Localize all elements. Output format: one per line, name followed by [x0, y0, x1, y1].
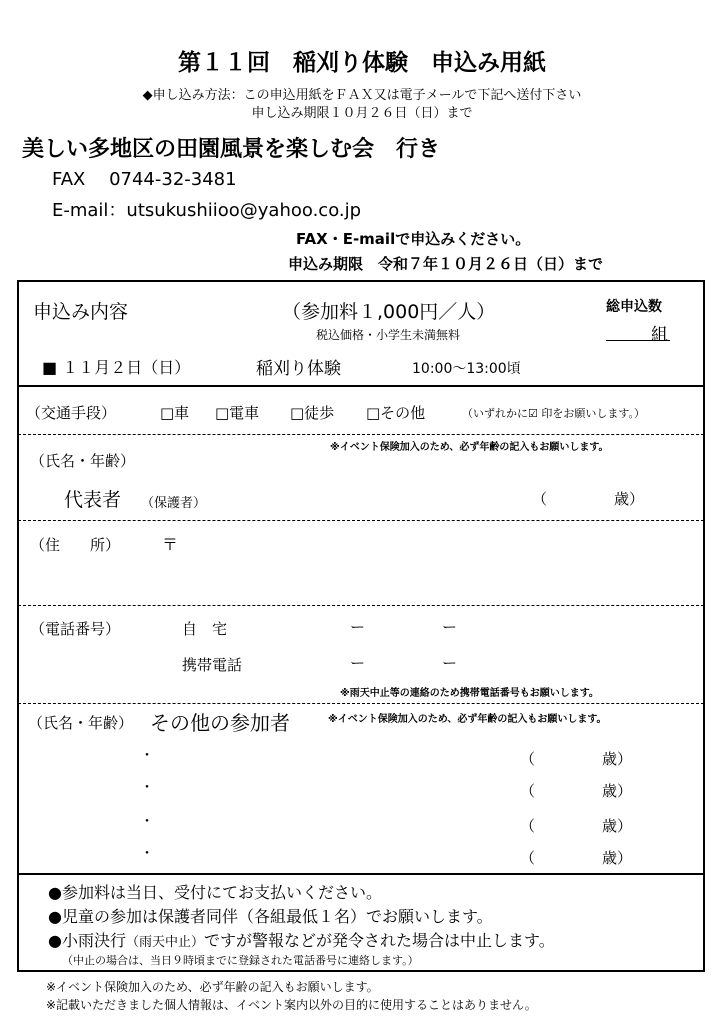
event-time: 10:00～13:00頃: [412, 361, 521, 377]
note-rain-paren: （雨天中止）: [125, 935, 204, 950]
organization-name: 美しい多地区の田園風景を楽しむ会 行き: [22, 137, 441, 162]
divider: [18, 873, 704, 875]
participant-bullet: ・: [140, 814, 154, 830]
participant-age-field[interactable]: [540, 775, 600, 801]
home-phone-dash-1: ー: [350, 618, 366, 636]
transport-label: （交通手段）: [26, 404, 117, 422]
participant-age-field[interactable]: [540, 841, 600, 867]
application-method: ◆申し込み方法：この申込用紙をＦＡＸ又は電子メールで下記へ送付下さい: [142, 88, 582, 103]
age-open: （: [520, 817, 536, 835]
participant-bullet: ・: [140, 780, 154, 796]
address-field[interactable]: [180, 528, 680, 598]
fax-number: FAX 0744-32-3481: [52, 169, 237, 190]
age-close: 歳）: [614, 490, 645, 508]
home-phone-label: 自 宅: [182, 620, 228, 638]
age-open: （: [520, 782, 536, 800]
participant-bullet: ・: [140, 748, 154, 764]
transport-other-checkbox[interactable]: □その他: [366, 404, 426, 422]
deadline-notice: 申込み期限 令和７年１０月２６日（日）まで: [288, 255, 604, 273]
divider: [18, 385, 704, 387]
age-close: 歳）: [602, 750, 633, 768]
mobile-phone-dash-1: ー: [350, 654, 366, 672]
representative-label: 代表者: [64, 489, 122, 511]
others-name-age-label: （氏名・年齢）: [28, 714, 134, 732]
guardian-label: （保護者）: [141, 496, 207, 511]
age-open: （: [532, 490, 548, 508]
participant-name-field[interactable]: [160, 775, 500, 801]
deadline-subtitle: 申し込み期限１０月２６日（日）まで: [251, 106, 473, 121]
home-phone-dash-2: ー: [442, 618, 458, 636]
transport-car-checkbox[interactable]: □車: [160, 404, 190, 422]
participant-bullet: ・: [140, 846, 154, 862]
transport-note: （いずれかに☑ 印をお願いします。）: [462, 407, 645, 420]
event-date: ■ １１月２日（日）: [42, 358, 191, 377]
home-phone-field[interactable]: [260, 612, 680, 640]
submit-notice: FAX・E-mailで申込みください。: [296, 230, 531, 248]
participant-name-field[interactable]: [160, 841, 500, 867]
mobile-phone-label: 携帯電話: [182, 656, 243, 674]
age-open: （: [520, 750, 536, 768]
footer-privacy-note: ※記載いただきました個人情報は、イベント案内以外の目的に使用することはありません。: [46, 998, 537, 1012]
others-insurance-note: ※イベント保険加入のため、必ず年齢の記入もお願いします。: [328, 714, 607, 725]
page-title: 第１１回 稲刈り体験 申込み用紙: [178, 50, 546, 76]
email-address: E-mail：utsukushiioo@yahoo.co.jp: [52, 200, 362, 221]
phone-label: （電話番号）: [30, 620, 121, 638]
participant-name-field[interactable]: [160, 809, 500, 835]
divider: [18, 520, 704, 521]
note-rain-policy: [48, 928, 555, 951]
representative-age-field[interactable]: [548, 480, 608, 510]
note-rain-main: ●小雨決行: [48, 931, 126, 950]
name-age-label: （氏名・年齢）: [30, 452, 136, 470]
note-fee-payment: ●参加料は当日、受付にてお支払いください。: [48, 883, 382, 902]
postal-mark: 〒: [162, 535, 179, 554]
age-close: 歳）: [602, 817, 633, 835]
participation-fee: （参加料１,000円／人）: [282, 301, 496, 323]
total-unit: 組: [651, 325, 668, 345]
age-close: 歳）: [602, 782, 633, 800]
mobile-phone-field[interactable]: [260, 648, 680, 676]
event-name: 稲刈り体験: [256, 359, 341, 379]
divider: [18, 703, 704, 704]
other-participants-title: その他の参加者: [150, 711, 290, 735]
divider: [18, 605, 704, 606]
fee-note: 税込価格・小学生未満無料: [316, 328, 461, 342]
address-label: （住 所）: [30, 536, 121, 554]
rain-contact-note: ※雨天中止等の連絡のため携帯電話番号もお願いします。: [340, 688, 599, 699]
form-heading: 申込み内容: [33, 301, 129, 323]
transport-walk-checkbox[interactable]: □徒歩: [290, 404, 335, 422]
divider: [18, 434, 704, 435]
representative-name-field[interactable]: [190, 480, 520, 510]
note-rain-rest: ですが警報などが発令された場合は中止します。: [203, 931, 555, 950]
footer-insurance-note: ※イベント保険加入のため、必ず年齢の記入もお願いします。: [46, 980, 379, 994]
note-cancel-contact: （中止の場合は、当日９時頃までに登録された電話番号に連絡します。）: [62, 954, 419, 967]
participant-age-field[interactable]: [540, 743, 600, 769]
age-open: （: [520, 849, 536, 867]
age-close: 歳）: [602, 849, 633, 867]
participant-age-field[interactable]: [540, 809, 600, 835]
insurance-note: ※イベント保険加入のため、必ず年齢の記入もお願いします。: [330, 442, 609, 453]
note-child-guardian: ●児童の参加は保護者同伴（各組最低１名）でお願いします。: [48, 907, 493, 926]
mobile-phone-dash-2: ー: [442, 654, 458, 672]
total-applications-label: 総申込数: [606, 299, 662, 315]
transport-train-checkbox[interactable]: □電車: [215, 404, 260, 422]
participant-name-field[interactable]: [160, 743, 500, 769]
